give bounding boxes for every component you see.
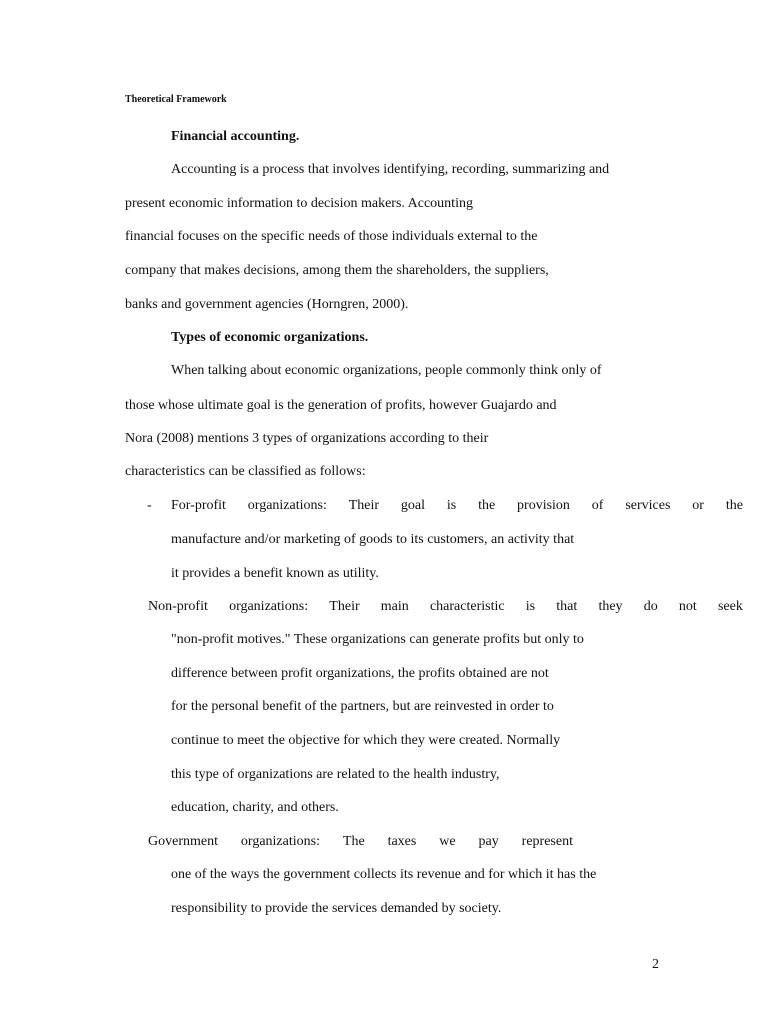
- word: organizations:: [247, 498, 327, 513]
- word: not: [678, 599, 697, 614]
- paragraph-line: Accounting is a process that involves identifying, recording, summarizing and: [171, 162, 610, 177]
- heading-financial-accounting: Financial accounting.: [171, 129, 300, 144]
- word: Government: [148, 834, 218, 849]
- heading-types-of-organizations: Types of economic organizations.: [171, 330, 369, 345]
- paragraph-line: When talking about economic organizations, people commonly think only of: [171, 363, 602, 378]
- word: Non-profit: [148, 599, 208, 614]
- page-number: 2: [652, 957, 659, 972]
- list-item-line: responsibility to provide the services demanded by society.: [171, 901, 502, 916]
- word: The: [342, 834, 365, 849]
- list-item-forprofit-first-line: [171, 497, 743, 515]
- section-title: Theoretical Framework: [125, 94, 227, 105]
- word: provision: [517, 498, 570, 513]
- word: we: [439, 834, 456, 849]
- list-bullet: -: [147, 498, 152, 513]
- list-item-line: continue to meet the objective for which they were created. Normally: [171, 733, 561, 748]
- list-item-line: difference between profit organizations, the profits obtained are not: [171, 666, 549, 681]
- word: Their: [348, 498, 380, 513]
- list-item-line: it provides a benefit known as utility.: [171, 566, 379, 581]
- word: they: [598, 599, 623, 614]
- list-item-line: this type of organizations are related to the health industry,: [171, 767, 500, 782]
- list-item-line: "non-profit motives." These organizations can generate profits but only to: [171, 632, 584, 647]
- word: of: [591, 498, 604, 513]
- paragraph-line: financial focuses on the specific needs of those individuals external to the: [125, 229, 538, 244]
- word: For-profit: [171, 498, 226, 513]
- word: goal: [400, 498, 426, 513]
- paragraph-line: characteristics can be classified as follows:: [125, 464, 366, 479]
- word: services: [625, 498, 671, 513]
- word: do: [643, 599, 658, 614]
- list-item-line: education, charity, and others.: [171, 800, 339, 815]
- word: Their: [329, 599, 360, 614]
- word: that: [556, 599, 578, 614]
- paragraph-line: Nora (2008) mentions 3 types of organizations according to their: [125, 431, 489, 446]
- list-item-line: for the personal benefit of the partners, but are reinvested in order to: [171, 699, 554, 714]
- paragraph-line: company that makes decisions, among them the shareholders, the suppliers,: [125, 263, 549, 278]
- word: pay: [478, 834, 499, 849]
- list-item-line: manufacture and/or marketing of goods to its customers, an activity that: [171, 532, 575, 547]
- word: characteristic: [429, 599, 505, 614]
- paragraph-line: present economic information to decision makers. Accounting: [125, 196, 473, 211]
- word: seek: [717, 599, 743, 614]
- word: represent: [521, 834, 573, 849]
- word: main: [380, 599, 409, 614]
- word: or: [692, 498, 704, 513]
- word: taxes: [387, 834, 417, 849]
- word: is: [525, 599, 536, 614]
- list-item-line: one of the ways the government collects its revenue and for which it has the: [171, 867, 597, 882]
- word: the: [478, 498, 496, 513]
- list-item-government-first-line: [148, 833, 573, 851]
- paragraph-line: banks and government agencies (Horngren, 2000).: [125, 297, 409, 312]
- paragraph-line: those whose ultimate goal is the generation of profits, however Guajardo and: [125, 398, 557, 413]
- word: organizations:: [240, 834, 320, 849]
- word: organizations:: [229, 599, 309, 614]
- list-item-nonprofit-first-line: [148, 598, 743, 616]
- word: is: [446, 498, 457, 513]
- word: the: [725, 498, 743, 513]
